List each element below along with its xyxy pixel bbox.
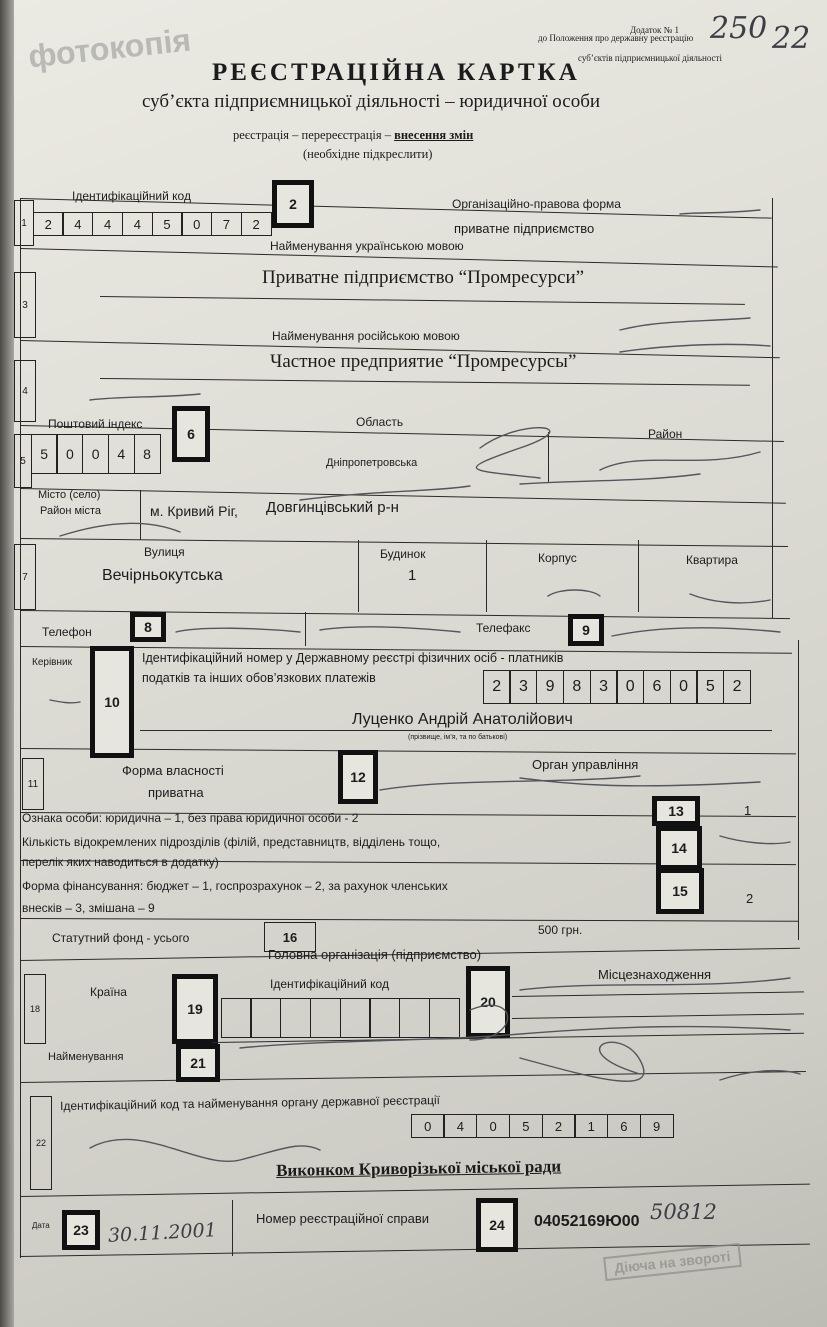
- ownership-value: приватна: [148, 785, 204, 800]
- field-3-number: 3: [14, 272, 36, 338]
- case-number-printed: 04052169Ю00: [534, 1213, 640, 1230]
- empty-code-box: [250, 998, 281, 1038]
- field-12-number: 12: [338, 750, 378, 804]
- charter-fund-value: 500 грн.: [538, 923, 583, 937]
- postal-code-boxes: [32, 434, 161, 474]
- appendix-line-1: Додаток № 1: [630, 25, 679, 35]
- field-15-number: 15: [656, 868, 704, 914]
- bottom-stamp: Діюча на зворотi: [603, 1243, 741, 1281]
- country-label: Країна: [90, 985, 127, 999]
- registration-type-selected: внесення змін: [394, 128, 474, 142]
- field-1-label: Ідентифікаційний код: [72, 189, 191, 203]
- russian-name-value: Частное предприятие “Промресурсы”: [270, 351, 577, 372]
- tax-digit: 8: [563, 670, 591, 704]
- branches-label-1: Кількість відокремлених підрозділів (філій, представництв, відділень тощо,: [22, 835, 441, 849]
- branches-label-2: перелік яких наводиться в додатку): [22, 855, 219, 869]
- authority-digit: 9: [640, 1114, 674, 1138]
- head-org-code-boxes: [222, 998, 460, 1038]
- photocopy-stamp: фотокопія: [26, 21, 193, 75]
- case-number-label: Номер реєстраційної справи: [256, 1211, 430, 1226]
- postal-code-label: Поштовий індекс: [48, 417, 143, 431]
- appendix-line-2: до Положення про державну реєстрацію: [538, 33, 694, 43]
- field-9-number: 9: [568, 614, 604, 646]
- tax-digit: 0: [616, 670, 644, 704]
- field-11-number: 11: [22, 758, 44, 810]
- field-14-number: 14: [656, 826, 702, 870]
- field-5-number: 5: [14, 434, 32, 488]
- postal-digit: 4: [108, 434, 135, 474]
- code-digit: 5: [152, 212, 183, 236]
- field-18-number: 18: [24, 974, 46, 1044]
- field-2-number: 2: [272, 180, 314, 228]
- tax-digit: 3: [590, 670, 618, 704]
- postal-digit: 0: [82, 434, 109, 474]
- code-digit: 7: [211, 212, 242, 236]
- authority-digit: 0: [476, 1114, 510, 1138]
- empty-code-box: [280, 998, 311, 1038]
- field-22-number: 22: [30, 1096, 52, 1190]
- registration-authority-code: [412, 1114, 674, 1138]
- field-16-number: 16: [264, 922, 316, 952]
- empty-code-box: [310, 998, 341, 1038]
- tax-digit: 2: [483, 670, 511, 704]
- code-digit: 0: [181, 212, 212, 236]
- card-subtitle: суб’єкта підприємницької діяльності – юридичної особи: [142, 91, 601, 112]
- location-label: Місцезнаходження: [598, 967, 712, 982]
- postal-digit: 8: [134, 434, 161, 474]
- field-7-number: 7: [14, 544, 36, 610]
- manager-name: Луценко Андрій Анатолійович: [352, 711, 573, 728]
- appendix-line-3: суб’єктів підприємницької діяльності: [578, 53, 722, 63]
- postal-digit: 5: [31, 434, 58, 474]
- manager-name-hint: (прізвище, ім’я, та по батькові): [408, 734, 508, 741]
- empty-code-box: [429, 998, 460, 1038]
- field-24-number: 24: [476, 1198, 518, 1252]
- phone-label: Телефон: [42, 625, 92, 639]
- korpus-label: Корпус: [538, 551, 577, 565]
- field-6-number: 6: [172, 406, 210, 462]
- tax-id-text-2: податків та інших обов’язкових платежів: [142, 671, 376, 685]
- authority-digit: 0: [411, 1114, 445, 1138]
- tax-digit: 5: [696, 670, 724, 704]
- legal-entity-sign-label: Ознака особи: юридична – 1, без права юридичної особи - 2: [22, 811, 359, 825]
- field-10-number: 10: [90, 646, 134, 758]
- building-label: Будинок: [380, 547, 426, 561]
- archive-page-number: 250: [710, 11, 768, 46]
- tax-digit: 6: [643, 670, 671, 704]
- tax-id-boxes: [484, 670, 751, 704]
- tax-digit: 3: [509, 670, 537, 704]
- street-value: Вечірньокутська: [102, 567, 223, 584]
- legal-form-label: Організаційно-правова форма: [452, 197, 621, 211]
- rayon-label: Район: [648, 427, 683, 441]
- oblast-label: Область: [356, 415, 404, 429]
- field-19-number: 19: [172, 974, 218, 1044]
- authority-digit: 5: [509, 1114, 543, 1138]
- identification-code-boxes: [34, 212, 272, 236]
- financing-label-1: Форма фінансування: бюджет – 1, госпрозрахунок – 2, за рахунок членських: [22, 879, 448, 893]
- archive-page-number-2: 22: [772, 21, 811, 56]
- empty-code-box: [340, 998, 371, 1038]
- authority-digit: 2: [542, 1114, 576, 1138]
- russian-name-label: Найменування російською мовою: [272, 329, 460, 343]
- field-8-number: 8: [130, 612, 166, 642]
- head-organization-label: Головна організація (підприємство): [268, 947, 482, 962]
- ownership-label: Форма власності: [122, 763, 224, 778]
- field-13-number: 13: [652, 796, 700, 826]
- code-digit: 2: [241, 212, 272, 236]
- financing-value: 2: [746, 891, 754, 906]
- field-1-number: 1: [14, 200, 34, 246]
- registration-date: 30.11.2001: [107, 1219, 218, 1247]
- case-number-handwritten: 50812: [650, 1200, 717, 1224]
- field-20-number: 20: [466, 966, 510, 1038]
- building-value: 1: [408, 567, 417, 584]
- field-21-number: 21: [176, 1044, 220, 1082]
- oblast-value: Дніпропетровська: [326, 457, 418, 469]
- tax-digit: 0: [670, 670, 698, 704]
- authority-digit: 6: [607, 1114, 641, 1138]
- tax-id-text-1: Ідентифікаційний номер у Державному реєстрі фізичних осіб - платників: [142, 651, 564, 665]
- field-4-number: 4: [14, 360, 36, 422]
- street-label: Вулиця: [144, 545, 185, 559]
- empty-code-box: [399, 998, 430, 1038]
- tax-digit: 9: [536, 670, 564, 704]
- empty-code-box: [221, 998, 252, 1038]
- field-23-number: 23: [62, 1210, 100, 1250]
- legal-form-value: приватне підприємство: [454, 221, 595, 236]
- code-digit: 4: [122, 212, 153, 236]
- card-title: РЕЄСТРАЦІЙНА КАРТКА: [212, 59, 580, 86]
- city-label-1: Місто (село): [38, 489, 101, 501]
- registration-type-hint: (необхідне підкреслити): [303, 147, 433, 161]
- code-digit: 4: [92, 212, 123, 236]
- empty-code-box: [369, 998, 400, 1038]
- registration-type: реєстрація – перереєстрація – внесення змін: [233, 128, 474, 142]
- charter-fund-label: Статутний фонд - усього: [52, 931, 190, 945]
- code-digit: 2: [33, 212, 64, 236]
- flat-label: Квартира: [686, 553, 738, 567]
- financing-label-2: внесків – 3, змішана – 9: [22, 901, 155, 915]
- management-body-label: Орган управління: [532, 757, 639, 772]
- fax-label: Телефакс: [476, 621, 531, 635]
- city-label-2: Район міста: [40, 505, 102, 517]
- head-org-name-label: Найменування: [48, 1051, 124, 1063]
- postal-digit: 0: [56, 434, 83, 474]
- city-value: м. Кривий Ріг,: [150, 503, 238, 519]
- city-district: Довгинцівський р-н: [266, 499, 399, 516]
- code-digit: 4: [62, 212, 93, 236]
- legal-entity-sign-value: 1: [744, 803, 752, 818]
- registration-authority-label: Ідентифікаційний код та найменування органу державної реєстрації: [59, 1093, 441, 1113]
- ukrainian-name-label: Найменування українською мовою: [270, 239, 464, 253]
- date-label: Дата: [32, 1221, 50, 1230]
- ukrainian-name-value: Приватне підприємство “Промресурси”: [262, 267, 585, 288]
- authority-digit: 1: [574, 1114, 608, 1138]
- authority-digit: 4: [443, 1114, 477, 1138]
- head-org-id-label: Ідентифікаційний код: [270, 977, 389, 991]
- manager-label: Керівник: [32, 657, 72, 668]
- registration-authority-name: Виконком Криворізької міської ради: [275, 1156, 562, 1180]
- tax-digit: 2: [723, 670, 751, 704]
